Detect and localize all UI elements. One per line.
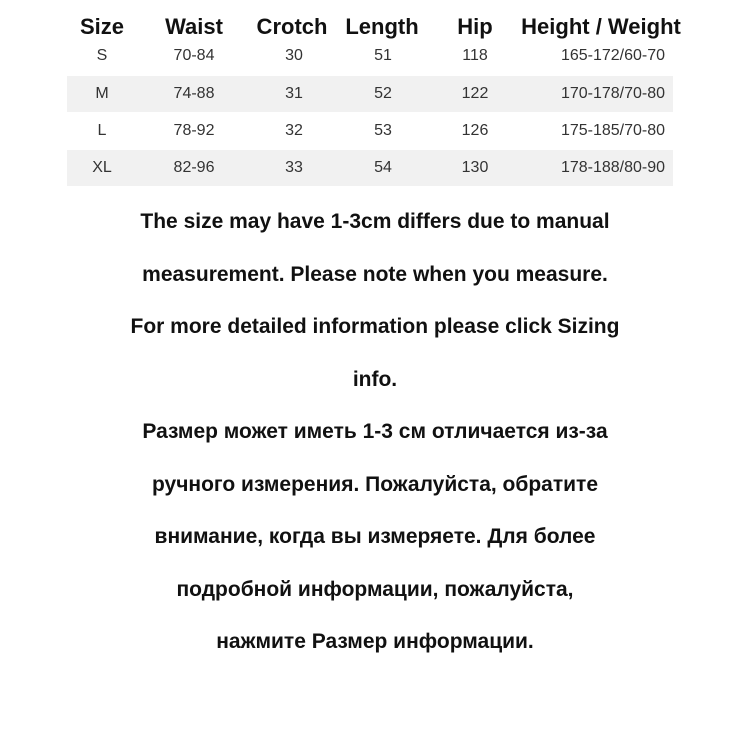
- cell-size: L: [97, 122, 107, 139]
- cell-size: S: [96, 47, 108, 64]
- cell-length: 53: [374, 122, 392, 139]
- cell-waist: 70-84: [173, 47, 215, 64]
- cell-hip: 118: [462, 47, 488, 64]
- size-note: [0, 196, 750, 669]
- table-row: [67, 44, 673, 72]
- note-line: measurement. Please note when you measure.: [142, 262, 608, 286]
- note-line: нажмите Размер информации.: [216, 630, 534, 653]
- note-line: For more detailed information please click Sizing: [130, 315, 620, 338]
- table-row: [67, 150, 673, 186]
- note-line: Размер может иметь 1-3 см отличается из-за: [142, 420, 608, 443]
- table-row: [67, 76, 673, 112]
- cell-waist: 78-92: [173, 122, 215, 139]
- note-line: The size may have 1-3cm differs due to manual: [140, 210, 610, 233]
- cell-length: 52: [374, 85, 392, 102]
- header-hip: Hip: [457, 14, 493, 39]
- cell-size: XL: [92, 159, 112, 176]
- cell-hip: 130: [461, 159, 489, 176]
- cell-height-weight: 175-185/70-80: [560, 122, 666, 139]
- cell-height-weight: 165-172/60-70: [560, 47, 666, 64]
- header-waist: Waist: [165, 14, 223, 39]
- cell-height-weight: 178-188/80-90: [560, 159, 666, 176]
- note-line: ручного измерения. Пожалуйста, обратите: [151, 472, 599, 496]
- note-line: info.: [352, 367, 398, 391]
- cell-crotch: 32: [285, 122, 303, 139]
- cell-crotch: 31: [285, 85, 303, 102]
- table-row: [67, 113, 673, 149]
- cell-hip: 122: [461, 85, 489, 102]
- size-table: [67, 10, 681, 187]
- header-length: Length: [345, 14, 419, 39]
- cell-crotch: 33: [285, 159, 303, 176]
- cell-crotch: 30: [285, 47, 303, 64]
- note-line: подробной информации, пожалуйста,: [176, 577, 574, 601]
- cell-waist: 82-96: [173, 159, 215, 176]
- header-crotch: Crotch: [256, 14, 328, 39]
- cell-hip: 126: [461, 122, 489, 139]
- note-line: внимание, когда вы измеряете. Для более: [154, 525, 596, 548]
- cell-height-weight: 170-178/70-80: [560, 85, 666, 102]
- cell-length: 51: [374, 47, 392, 64]
- cell-size: M: [95, 85, 109, 102]
- header-size: Size: [79, 14, 125, 39]
- cell-length: 54: [374, 159, 392, 176]
- header-height-weight: Height / Weight: [521, 14, 681, 39]
- cell-waist: 74-88: [173, 85, 215, 102]
- size-table-header: [67, 10, 681, 44]
